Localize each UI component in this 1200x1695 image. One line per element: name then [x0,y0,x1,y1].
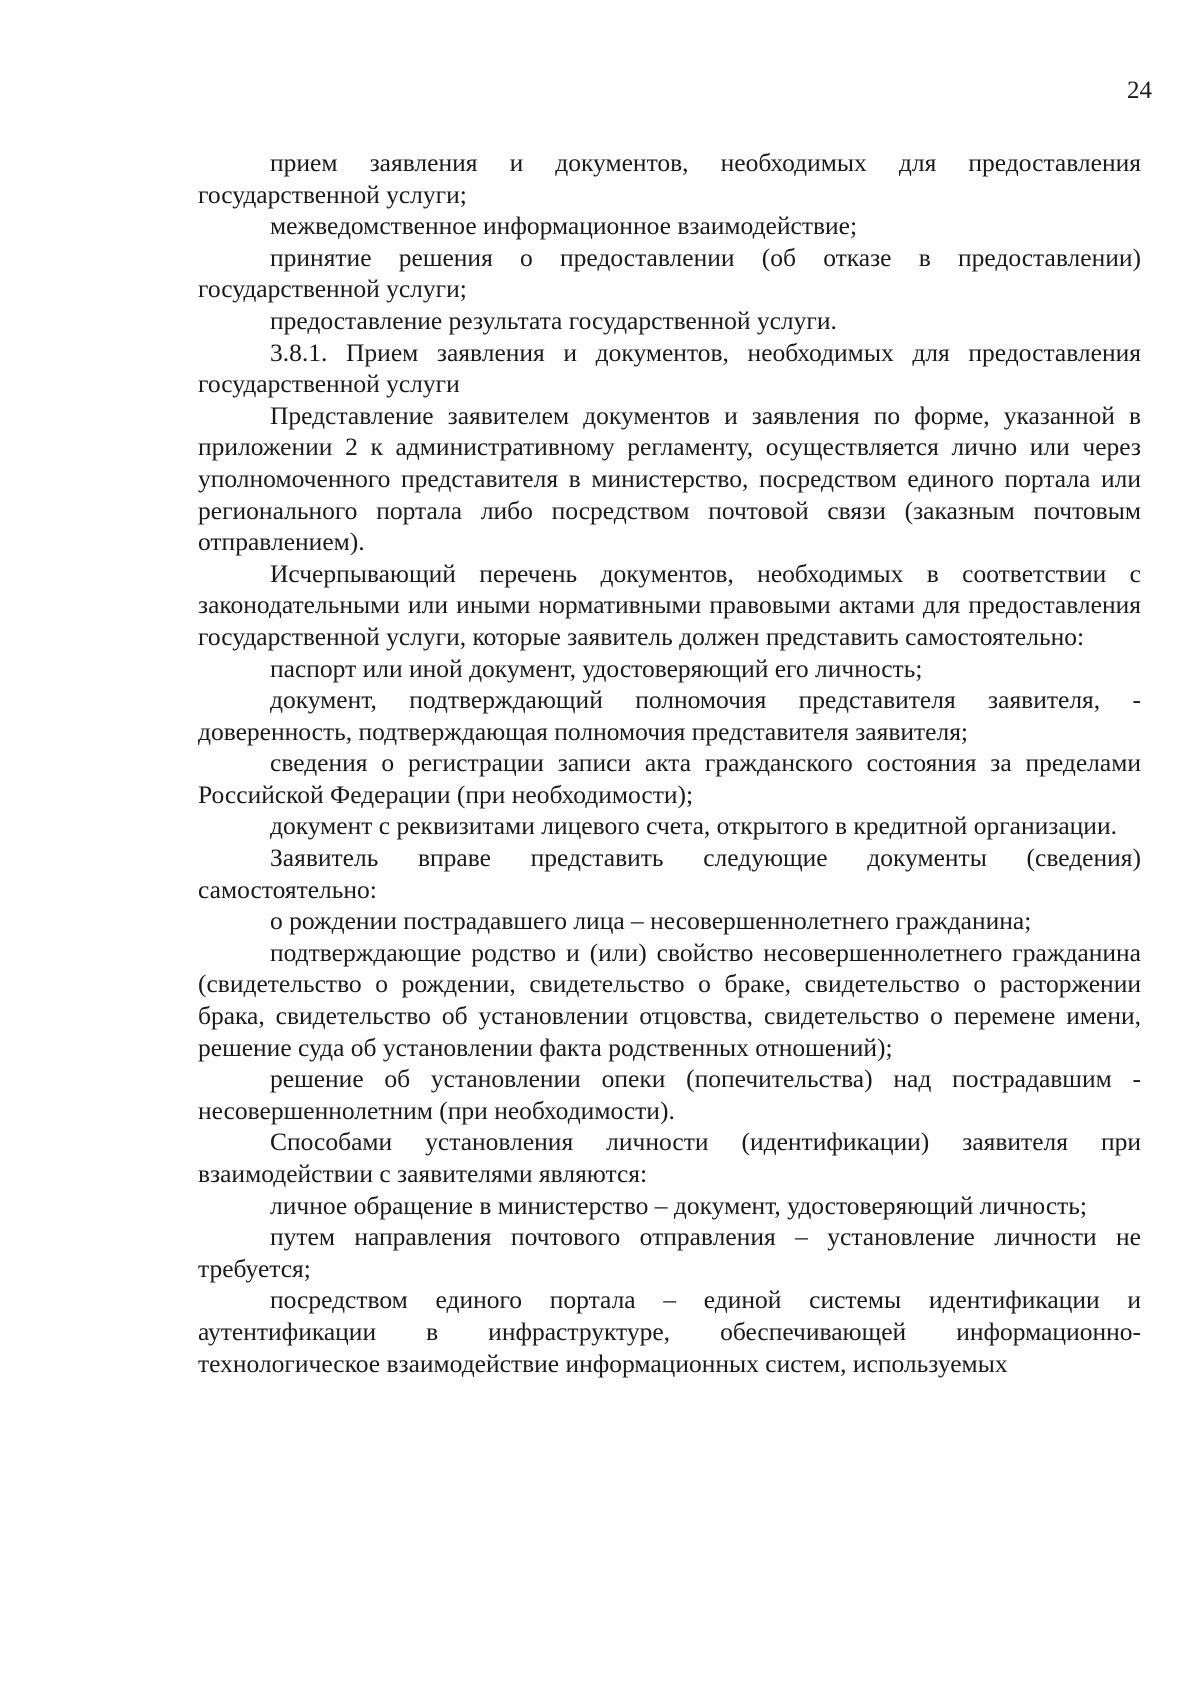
paragraph-11: документ с реквизитами лицевого счета, открытого в кредитной организации. [270,811,1117,841]
paragraph-8: паспорт или иной документ, удостоверяющий его личность; [270,653,923,683]
paragraph-2: межведомственное информационное взаимодействие; [270,211,858,241]
paragraph-12: Заявитель вправе представить следующие документы (сведения) самостоятельно: [198,843,1141,904]
paragraph-15: решение об установлении опеки (попечительства) над пострадавшим - несовершеннолетним (при необходимости). [198,1064,1141,1125]
paragraph-9: документ, подтверждающий полномочия представителя заявителя, - доверенность, подтверждающая полномочия представителя заявителя; [198,685,1141,746]
paragraph-6: Представление заявителем документов и заявления по форме, указанной в приложении 2 к административному регламенту, осуществляется лично или через уполномоченного представителя в министерство, посредством единого портала или регионального портала либо посредством почтовой связи (заказным почтовым отправлением). [198,400,1141,557]
paragraph-18: путем направления почтового отправления – установление личности не требуется; [198,1222,1141,1283]
paragraph-10: сведения о регистрации записи акта гражданского состояния за пределами Российской Федерации (при необходимости); [198,748,1141,809]
paragraph-3: принятие решения о предоставлении (об отказе в предоставлении) государственной услуги; [198,242,1141,304]
document-body [198,147,1141,1379]
paragraph-4: предоставление результата государственной услуги. [270,305,837,335]
paragraph-17: личное обращение в министерство – документ, удостоверяющий личность; [270,1190,1087,1220]
paragraph-7: Исчерпывающий перечень документов, необходимых в соответствии с законодательными или иными нормативными правовыми актами для предоставления государственной услуги, которые заявитель должен представить самостоятельно: [198,558,1141,651]
paragraph-1: прием заявления и документов, необходимых для предоставления государственной услуги; [198,148,1141,209]
paragraph-19: посредством единого портала – единой системы идентификации и аутентификации в инфраструктуре, обеспечивающей информационно-технологическое взаимодействие информационных систем, используемых [198,1285,1141,1378]
paragraph-13: о рождении пострадавшего лица – несовершеннолетнего гражданина; [270,906,1032,936]
paragraph-14: подтверждающие родство и (или) свойство несовершеннолетнего гражданина (свидетельство о рождении, свидетельство о браке, свидетельство о расторжении брака, свидетельство об установлении отцовства, свидетельство о перемене имени, решение суда об установлении факта родственных отношений); [198,937,1141,1062]
page-number: 24 [1127,77,1152,104]
paragraph-16: Способами установления личности (идентификации) заявителя при взаимодействии с заявителями являются: [198,1127,1141,1188]
section-heading-3-8-1: 3.8.1. Прием заявления и документов, необходимых для предоставления государственной услуги [198,337,1141,399]
